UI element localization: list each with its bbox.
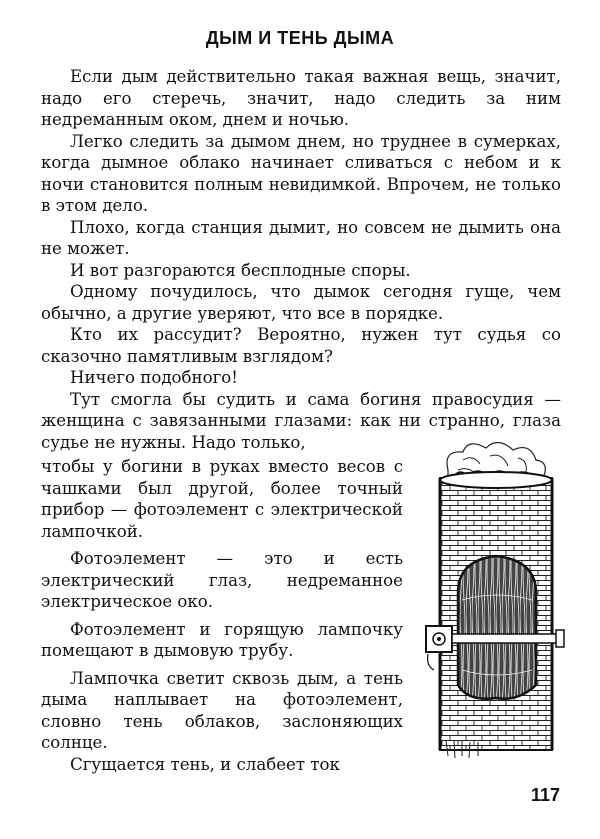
paragraph: Одному почудилось, что дымок сегодня гуще, чем обычно, а другие уверяют, что все в порядке. — [41, 282, 561, 323]
paragraph: Если дым действительно такая важная вещь, значит, надо его стеречь, значит, надо следить за ним недреманным оком, днем и ночью. — [41, 67, 561, 129]
page-number: 117 — [530, 785, 560, 805]
paragraph: чтобы у богини в руках вместо весов с чашками был другой, более точный прибор — фотоэлемент с электрической лампочкой. — [41, 457, 403, 541]
paragraph: Плохо, когда станция дымит, но совсем не дымить она не может. — [41, 217, 561, 258]
paragraph: Ничего подобного! — [70, 368, 238, 387]
chimney-illustration — [418, 440, 578, 760]
paragraph: Легко следить за дымом днем, но труднее в сумерках, когда дымное облако начинает сливаться с небом и к ночи становится полным невидимкой. Впрочем, не только в этом дело. — [41, 131, 561, 215]
chapter-title: ДЫМ И ТЕНЬ ДЫМА — [205, 28, 395, 48]
cutaway-window — [458, 556, 536, 699]
paragraph: Тут смогла бы судить и сама богиня правосудия — женщина с завязанными глазами: как ни странно, глаза судье не нужны. Надо только, — [41, 389, 561, 452]
paragraph: Фотоэлемент — это и есть электрический глаз, недреманное электрическое око. — [41, 549, 403, 611]
paragraph: И вот разгораются бесплодные споры. — [70, 260, 411, 280]
paragraph: Сгущается тень, и слабеет ток — [70, 754, 340, 774]
paragraph: Фотоэлемент и горящую лампочку помещают в дымовую трубу. — [41, 619, 403, 660]
text-column-full — [41, 66, 561, 453]
text-column-narrow — [41, 456, 403, 775]
paragraph: Кто их рассудит? Вероятно, нужен тут судья со сказочно памятливым взглядом? — [41, 325, 561, 366]
paragraph: Лампочка светит сквозь дым, а тень дыма наплывает на фотоэлемент, словно тень облаков, заслоняющих солнце. — [41, 668, 403, 752]
